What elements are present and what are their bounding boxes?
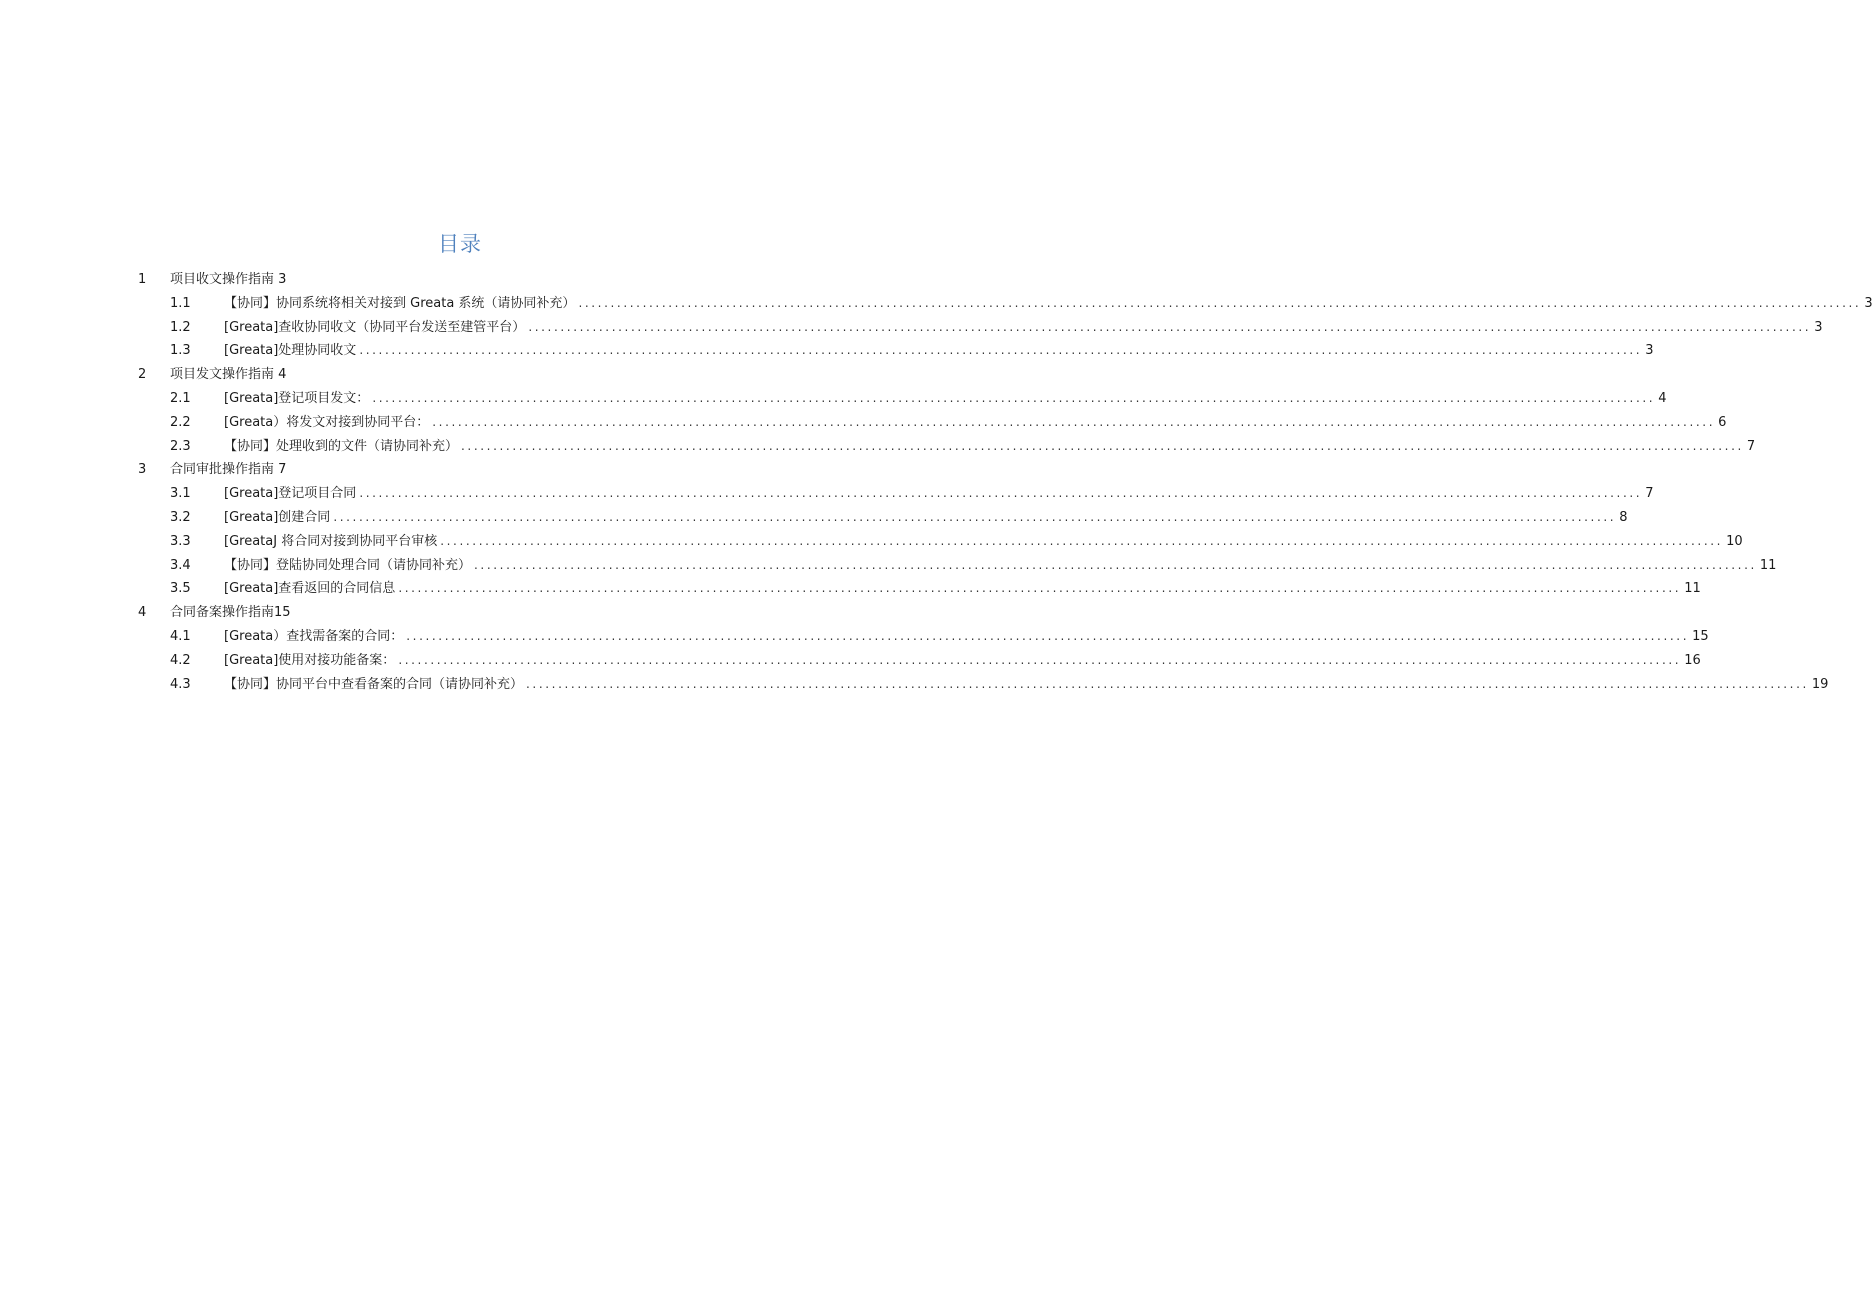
toc-entry-line (224, 339, 1654, 363)
toc-entry-number: 1.2 (170, 319, 191, 335)
toc-section-entry[interactable] (0, 458, 920, 482)
toc-entry-page-number: 3 (1814, 319, 1823, 335)
toc-section-entry[interactable] (0, 363, 920, 387)
toc-entry-title: 【协同】处理收到的文件（请协同补充） (224, 438, 459, 454)
toc-subsection-entry[interactable] (0, 649, 1701, 673)
toc-dot-leader: ........................................................................................................................................................................................................ (406, 628, 1690, 643)
toc-dot-leader: ........................................................................................................................................................................................................ (372, 390, 1656, 405)
toc-dot-leader: ........................................................................................................................................................................................................ (440, 533, 1724, 548)
toc-title: 目录 (438, 232, 482, 256)
toc-entry-title: 项目发文操作指南 4 (170, 367, 287, 383)
toc-entry-title: [Greata）查找需备案的合同： (224, 628, 404, 644)
toc-entry-page-number: 10 (1726, 533, 1743, 549)
toc-dot-leader: ........................................................................................................................................................................................................ (578, 295, 1862, 310)
toc-entry-number: 3.5 (170, 581, 191, 597)
toc-entry-title: [Greata]使用对接功能备案： (224, 652, 396, 668)
toc-entry-line (224, 625, 1709, 649)
toc-entry-number: 4.1 (170, 628, 191, 644)
toc-entry-line (224, 649, 1701, 673)
toc-subsection-entry[interactable] (0, 506, 1628, 530)
toc-dot-leader: ........................................................................................................................................................................................................ (474, 557, 1757, 572)
toc-entry-line (224, 316, 1823, 340)
toc-entry-title: 合同审批操作指南 7 (170, 462, 287, 478)
toc-entry-title: [Greata]登记项目发文： (224, 390, 370, 406)
toc-subsection-entry[interactable] (0, 482, 1654, 506)
toc-entry-line (224, 554, 1777, 578)
toc-entry-title: 【协同】登陆协同处理合同（请协同补充） (224, 557, 472, 573)
toc-entry-page-number: 8 (1619, 509, 1628, 525)
toc-entry-number: 2.2 (170, 414, 191, 430)
toc-entry-number: 4.3 (170, 676, 191, 692)
toc-entry-title: [Greata]创建合同 (224, 509, 331, 525)
toc-entry-line (224, 530, 1743, 554)
toc-dot-leader: ........................................................................................................................................................................................................ (526, 676, 1809, 691)
toc-subsection-entry[interactable] (0, 554, 1777, 578)
toc-entry-page-number: 19 (1811, 676, 1829, 692)
toc-subsection-entry[interactable] (0, 435, 1756, 459)
toc-entry-line (224, 292, 1873, 316)
toc-entry-page-number: 16 (1684, 652, 1701, 668)
toc-dot-leader: ........................................................................................................................................................................................................ (432, 414, 1716, 429)
toc-entry-page-number: 7 (1645, 486, 1654, 502)
toc-entry-number: 4.2 (170, 652, 191, 668)
toc-entry-page-number: 3 (1645, 343, 1654, 359)
toc-entry-number: 2.3 (170, 438, 191, 454)
toc-list (0, 268, 1873, 696)
toc-subsection-entry[interactable] (0, 577, 1701, 601)
toc-entry-number: 1 (138, 272, 147, 287)
toc-entry-line (224, 387, 1667, 411)
toc-dot-leader: ........................................................................................................................................................................................................ (528, 319, 1812, 334)
toc-entry-title: [Greata）将发文对接到协同平台： (224, 414, 430, 430)
toc-entry-number: 3.3 (170, 533, 191, 549)
toc-entry-title: [GreataJ 将合同对接到协同平台审核 (224, 533, 438, 549)
toc-entry-page-number: 6 (1718, 414, 1727, 430)
toc-dot-leader: ........................................................................................................................................................................................................ (333, 509, 1617, 524)
toc-entry-number: 4 (138, 605, 147, 621)
toc-entry-number: 3 (138, 462, 147, 478)
toc-dot-leader: ........................................................................................................................................................................................................ (398, 652, 1682, 667)
toc-entry-page-number: 11 (1684, 581, 1701, 597)
toc-dot-leader: ........................................................................................................................................................................................................ (461, 438, 1744, 453)
toc-dot-leader: ........................................................................................................................................................................................................ (359, 486, 1643, 501)
toc-entry-page-number: 7 (1746, 438, 1756, 454)
toc-entry-number: 1.1 (170, 295, 191, 311)
toc-entry-page-number: 4 (1658, 390, 1667, 406)
toc-entry-page-number: 11 (1759, 557, 1777, 573)
toc-entry-line (224, 435, 1756, 459)
toc-entry-line (224, 411, 1727, 435)
toc-subsection-entry[interactable] (0, 292, 1873, 316)
toc-entry-number: 3.2 (170, 509, 191, 525)
toc-entry-number: 1.3 (170, 343, 191, 359)
toc-entry-title: [Greata]查看返回的合同信息 (224, 581, 396, 597)
toc-entry-page-number: 3 (1864, 295, 1873, 311)
toc-entry-title: [Greata]登记项目合同 (224, 486, 357, 502)
toc-subsection-entry[interactable] (0, 673, 1829, 697)
toc-subsection-entry[interactable] (0, 316, 1823, 340)
toc-entry-title: 项目收文操作指南 3 (170, 272, 287, 287)
toc-section-entry[interactable] (0, 268, 920, 292)
toc-entry-title: [Greata]处理协同收文 (224, 343, 357, 359)
toc-entry-line (224, 577, 1701, 601)
toc-entry-title: 【协同】协同系统将相关对接到 Greata 系统（请协同补充） (224, 295, 576, 311)
toc-entry-line (224, 673, 1829, 697)
toc-entry-number: 3.1 (170, 486, 191, 502)
toc-entry-title: 合同备案操作指南15 (170, 605, 291, 621)
toc-subsection-entry[interactable] (0, 411, 1727, 435)
toc-entry-page-number: 15 (1692, 628, 1709, 644)
toc-section-entry[interactable] (0, 601, 920, 625)
toc-subsection-entry[interactable] (0, 625, 1709, 649)
toc-entry-title: [Greata]查收协同收文（协同平台发送至建管平台） (224, 319, 526, 335)
toc-entry-line (224, 506, 1628, 530)
toc-entry-title: 【协同】协同平台中查看备案的合同（请协同补充） (224, 676, 524, 692)
toc-subsection-entry[interactable] (0, 339, 1654, 363)
toc-entry-number: 2.1 (170, 390, 191, 406)
toc-dot-leader: ........................................................................................................................................................................................................ (359, 343, 1643, 358)
toc-entry-number: 3.4 (170, 557, 191, 573)
toc-entry-number: 2 (138, 367, 147, 383)
toc-subsection-entry[interactable] (0, 530, 1743, 554)
toc-entry-line (224, 482, 1654, 506)
toc-dot-leader: ........................................................................................................................................................................................................ (398, 581, 1682, 596)
toc-subsection-entry[interactable] (0, 387, 1667, 411)
